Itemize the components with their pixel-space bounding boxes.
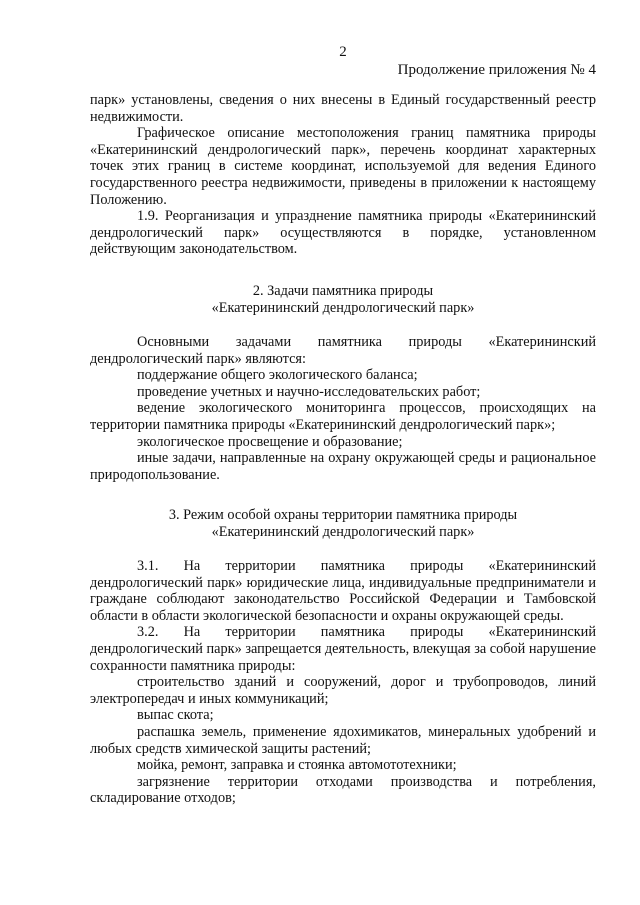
section-heading: 2. Задачи памятника природы <box>252 283 434 299</box>
section-heading: «Екатерининский дендрологический парк» <box>211 523 475 540</box>
list-item: мойка, ремонт, заправка и стоянка автомототехники; <box>137 757 457 774</box>
list-item: экологическое просвещение и образование; <box>137 433 403 450</box>
paragraph: Графическое описание местоположения границ памятника природы «Екатерининский дендрологический парк», перечень координат характерных точек этих границ в системе координат, используемой для ведения Единого государственного реестра недвижимости, приведены в приложении к настоящему Положению. <box>90 125 596 208</box>
list-item: распашка земель, применение ядохимикатов, минеральных удобрений и любых средств химической защиты растений; <box>90 723 596 757</box>
list-item: выпас скота; <box>137 707 214 724</box>
list-item: ведение экологического мониторинга процессов, происходящих на территории памятника природы «Екатерининский дендрологический парк»; <box>90 400 596 433</box>
list-item: загрязнение территории отходами производства и потребления, складирование отходов; <box>90 773 596 807</box>
list-item: строительство зданий и сооружений, дорог и трубопроводов, линий электропередач и иных коммуникаций; <box>90 674 596 707</box>
list-item: поддержание общего экологического баланса; <box>137 367 418 384</box>
section-heading: 3. Режим особой охраны территории памятника природы <box>168 507 518 523</box>
paragraph: парк» установлены, сведения о них внесены в Единый государственный реестр недвижимости. <box>90 92 596 125</box>
list-item: проведение учетных и научно-исследовательских работ; <box>137 383 481 400</box>
list-item: иные задачи, направленные на охрану окружающей среды и рациональное природопользование. <box>90 450 596 483</box>
appendix-header: Продолжение приложения № 4 <box>397 62 596 78</box>
section3-title <box>90 507 596 540</box>
page-number: 2 <box>339 44 347 60</box>
section-heading: «Екатерининский дендрологический парк» <box>211 299 475 316</box>
paragraph: 3.1. На территории памятника природы «Екатерининский дендрологический парк» юридические лица, индивидуальные предприниматели и граждане соблюдают законодательство Российской Федерации и Тамбовской области в области экологической безопасности и охраны окружающей среды. <box>90 558 596 624</box>
paragraph: 3.2. На территории памятника природы «Екатерининский дендрологический парк» запрещается деятельность, влекущая за собой нарушение сохранности памятника природы: <box>90 624 597 674</box>
paragraph: Основными задачами памятника природы «Екатерининский дендрологический парк» являются: <box>90 334 596 367</box>
paragraph: 1.9. Реорганизация и упразднение памятника природы «Екатерининский дендрологический парк» осуществляются в порядке, установленном действующим законодательством. <box>90 208 596 258</box>
section1-tail <box>90 92 596 258</box>
section2-title <box>90 283 596 316</box>
section3-body <box>90 558 596 807</box>
section2-body <box>90 334 596 483</box>
